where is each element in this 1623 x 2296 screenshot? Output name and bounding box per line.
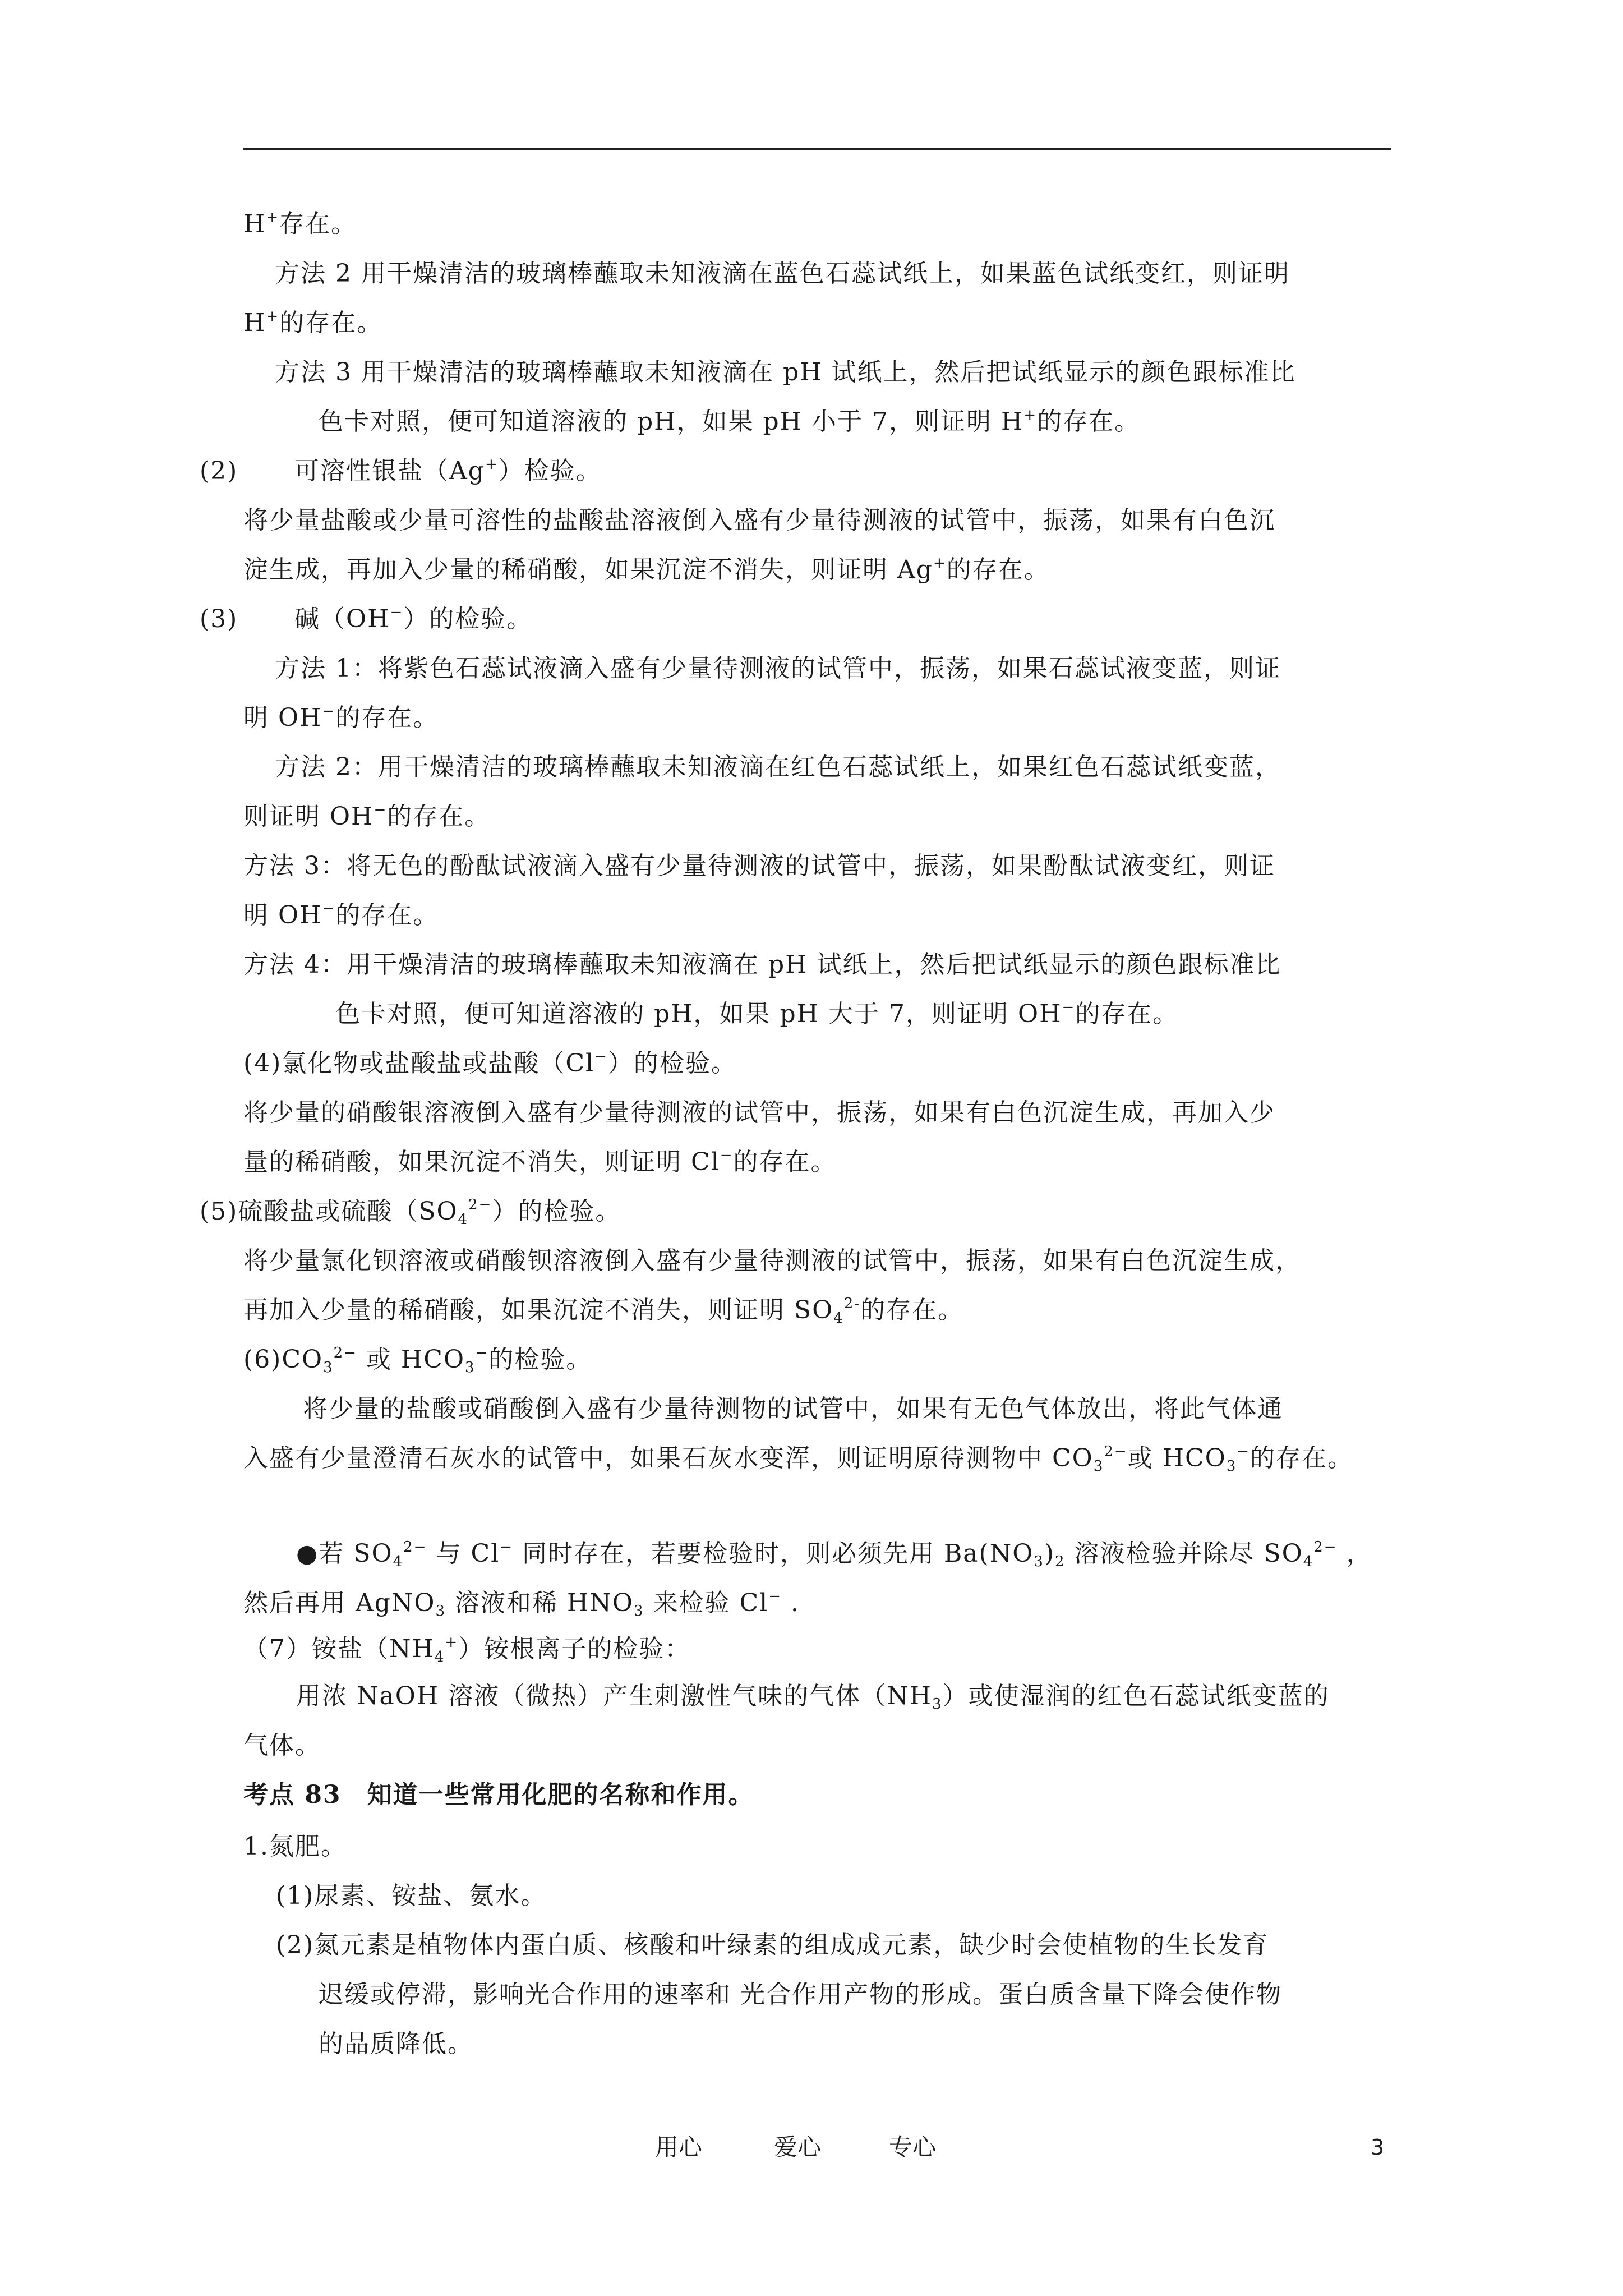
- section-heading: 可溶性银盐（Ag+）检验。: [294, 456, 602, 485]
- text-line: 色卡对照，便可知道溶液的 pH，如果 pH 大于 7，则证明 OH−的存在。: [335, 999, 1179, 1028]
- text-line: (2)氮元素是植物体内蛋白质、核酸和叶绿素的组成成元素，缺少时会使植物的生长发育: [276, 1931, 1269, 1959]
- note-line: ●若 $SO_4^{2-}$ 与 Cl− 同时存在，若要检验时，则必须先用 $Ba(NO_3)_2$ 溶液检验并除尽 $SO_4^{2-}$ ，: [296, 1539, 1372, 1570]
- page-number: 3: [1371, 2135, 1385, 2160]
- text-line: 的品质降低。: [319, 2030, 473, 2058]
- section-heading: (4)氯化物或盐酸盐或盐酸（Cl−）的检验。: [243, 1048, 737, 1078]
- text-line: 将少量盐酸或少量可溶性的盐酸盐溶液倒入盛有少量待测液的试管中，振荡，如果有白色沉: [243, 506, 1275, 535]
- item-number: (2): [200, 457, 238, 485]
- text-line: H+的存在。: [243, 308, 383, 337]
- text-line: 迟缓或停滞，影响光合作用的速率和 光合作用产物的形成。蛋白质含量下降会使作物: [319, 1980, 1282, 2009]
- text-line: 方法 2 用干燥清洁的玻璃棒蘸取未知液滴在蓝色石蕊试纸上，如果蓝色试纸变红，则证明: [275, 259, 1290, 288]
- text-line: 淀生成，再加入少量的稀硝酸，如果沉淀不消失，则证明 Ag+的存在。: [243, 555, 1050, 584]
- text-line: 用浓 NaOH 溶液（微热）产生刺激性气味的气体$(NH_3)$或使湿润的红色石蕊试纸变蓝的: [296, 1682, 1330, 1713]
- text-line: 将少量氯化钡溶液或硝酸钡溶液倒入盛有少量待测液的试管中，振荡，如果有白色沉淀生成，: [243, 1246, 1301, 1275]
- text-line: 方法 3：将无色的酚酞试液滴入盛有少量待测液的试管中，振荡，如果酚酞试液变红，则证: [243, 852, 1275, 880]
- text-line: 方法 2：用干燥清洁的玻璃棒蘸取未知液滴在红色石蕊试纸上，如果红色石蕊试纸变蓝，: [275, 753, 1281, 781]
- text-line: 方法 3 用干燥清洁的玻璃棒蘸取未知液滴在 pH 试纸上，然后把试纸显示的颜色跟标准比: [275, 358, 1296, 386]
- text-line: 明 OH−的存在。: [243, 703, 439, 732]
- text-line: 气体。: [243, 1731, 321, 1760]
- text-line: H+存在。: [243, 209, 357, 238]
- text-line: 量的稀硝酸，如果沉淀不消失，则证明 Cl−的存在。: [243, 1147, 837, 1176]
- text-line: 再加入少量的稀硝酸，如果沉淀不消失，则证明 $SO_4^{2-}$的存在。: [243, 1295, 964, 1327]
- footer-right: 专心: [889, 2133, 937, 2161]
- text-line: 色卡对照，便可知道溶液的 pH，如果 pH 小于 7，则证明 H+的存在。: [319, 407, 1141, 436]
- text-line: 方法 4：用干燥清洁的玻璃棒蘸取未知液滴在 pH 试纸上，然后把试纸显示的颜色跟标准比: [243, 950, 1281, 979]
- text-line: 明 OH−的存在。: [243, 900, 439, 930]
- text-line: 方法 1：将紫色石蕊试液滴入盛有少量待测液的试管中，振荡，如果石蕊试液变蓝，则证: [275, 654, 1281, 683]
- text-line: 然后再用 AgNO$_3$ 溶液和稀 $HNO_3$ 来检验 Cl− .: [243, 1588, 800, 1619]
- footer-middle: 爱心: [774, 2133, 822, 2161]
- text-line: 将少量的盐酸或硝酸倒入盛有少量待测物的试管中，如果有无色气体放出，将此气体通: [303, 1395, 1283, 1423]
- text-line: 将少量的硝酸银溶液倒入盛有少量待测液的试管中，振荡，如果有白色沉淀生成，再加入少: [243, 1098, 1275, 1127]
- section-heading: （7）铵盐$(NH_4^+)$铵根离子的检验：: [243, 1634, 691, 1665]
- section-heading: (5)硫酸盐或硫酸$(SO_4^{2-})$的检验。: [200, 1197, 621, 1228]
- item-number: (3): [200, 605, 238, 633]
- text-line: 1.氮肥。: [243, 1832, 347, 1861]
- text-line: 则证明 OH−的存在。: [243, 802, 491, 831]
- footer-left: 用心: [655, 2133, 703, 2161]
- topic-heading: 考点 83 知道一些常用化肥的名称和作用。: [243, 1780, 754, 1809]
- text-line: (1)尿素、铵盐、氨水。: [276, 1881, 547, 1910]
- section-heading: 碱（OH−）的检验。: [294, 604, 533, 633]
- text-line: 入盛有少量澄清石灰水的试管中，如果石灰水变浑，则证明原待测物中 $CO_3^{2-}$或 $HCO_3^-$的存在。: [243, 1443, 1354, 1475]
- section-heading: $(6)CO_3^{2-}$ 或 $HCO_3^-$的检验。: [243, 1345, 592, 1376]
- header-rule: [243, 148, 1391, 150]
